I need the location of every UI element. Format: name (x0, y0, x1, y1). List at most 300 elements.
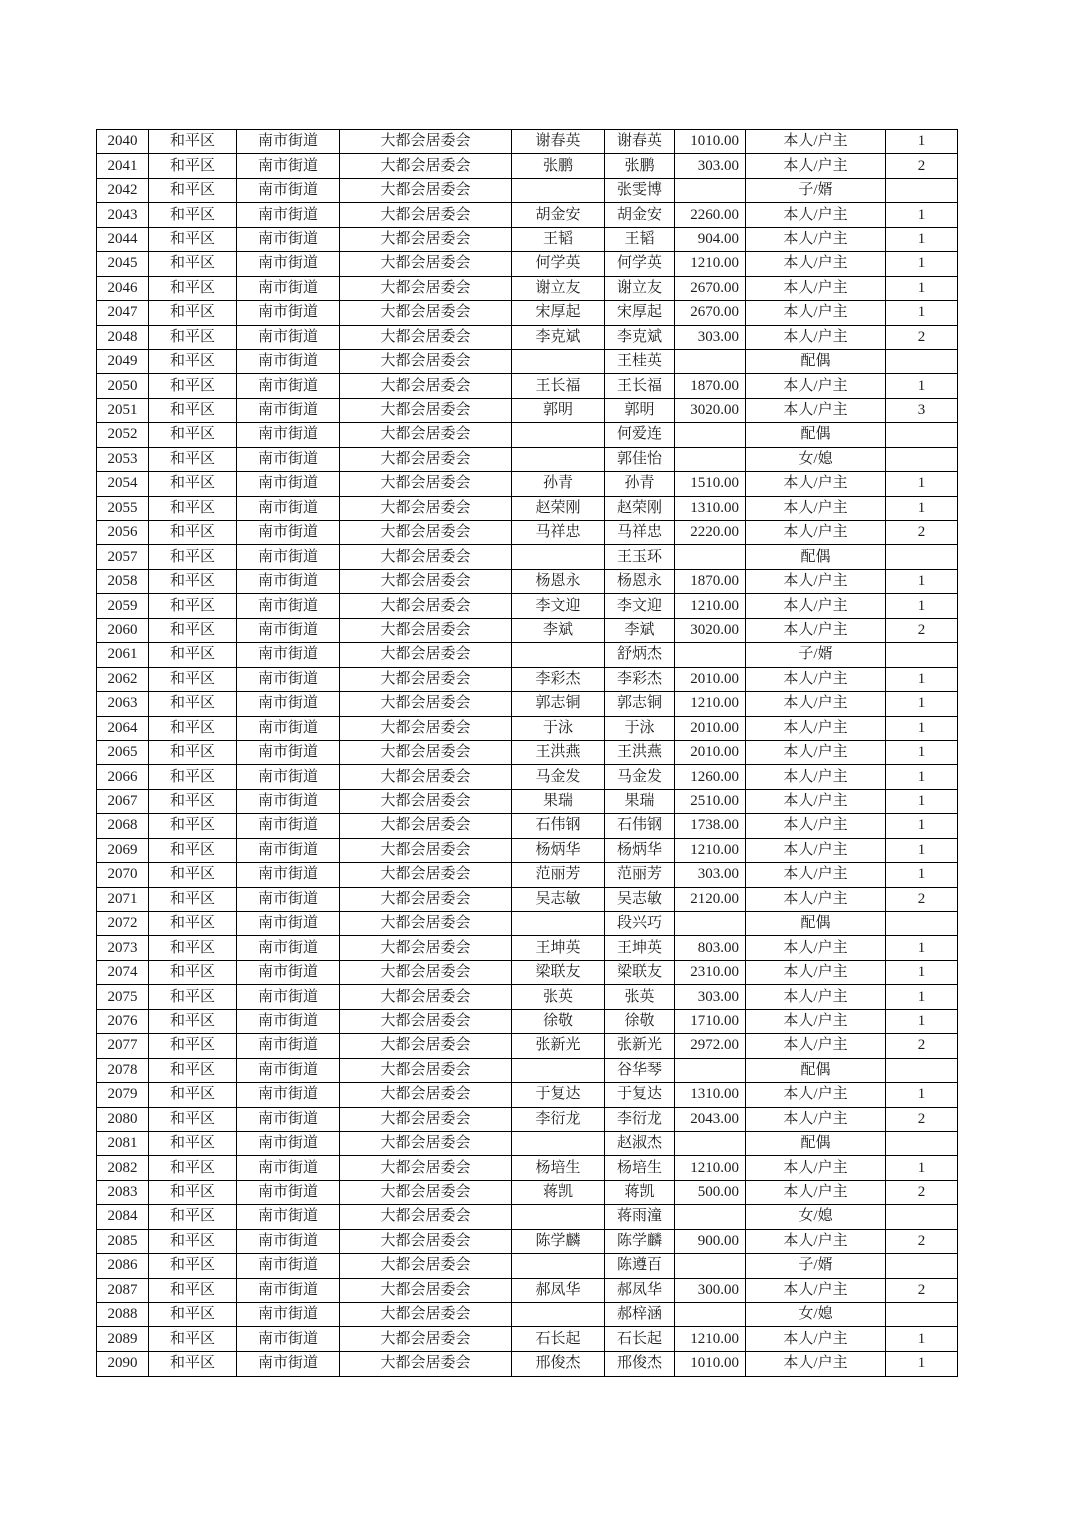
cell-relation: 女/媳 (746, 1303, 886, 1327)
cell-district: 和平区 (149, 569, 237, 593)
cell-street: 南市街道 (237, 765, 340, 789)
table-row (97, 545, 958, 569)
cell-street: 南市街道 (237, 569, 340, 593)
cell-applicant-name: 李克斌 (512, 325, 605, 349)
cell-member-name: 赵淑杰 (605, 1131, 675, 1155)
cell-household-count (886, 349, 958, 373)
cell-amount: 2972.00 (675, 1034, 746, 1058)
cell-committee: 大都会居委会 (340, 1278, 512, 1302)
cell-serial-number: 2074 (97, 960, 149, 984)
table-row (97, 227, 958, 251)
cell-member-name: 王洪燕 (605, 740, 675, 764)
cell-street: 南市街道 (237, 985, 340, 1009)
table-row (97, 814, 958, 838)
cell-household-count: 1 (886, 789, 958, 813)
cell-serial-number: 2064 (97, 716, 149, 740)
cell-street: 南市街道 (237, 716, 340, 740)
cell-member-name: 何学英 (605, 252, 675, 276)
cell-district: 和平区 (149, 472, 237, 496)
cell-member-name: 谢立友 (605, 276, 675, 300)
cell-relation: 本人/户主 (746, 789, 886, 813)
cell-serial-number: 2045 (97, 252, 149, 276)
cell-street: 南市街道 (237, 667, 340, 691)
cell-amount (675, 447, 746, 471)
cell-district: 和平区 (149, 130, 237, 154)
table-row (97, 1254, 958, 1278)
cell-committee: 大都会居委会 (340, 912, 512, 936)
cell-amount: 2010.00 (675, 667, 746, 691)
cell-applicant-name (512, 423, 605, 447)
cell-applicant-name: 果瑞 (512, 789, 605, 813)
cell-amount: 1210.00 (675, 594, 746, 618)
cell-household-count (886, 912, 958, 936)
cell-serial-number: 2068 (97, 814, 149, 838)
cell-street: 南市街道 (237, 618, 340, 642)
cell-committee: 大都会居委会 (340, 349, 512, 373)
cell-district: 和平区 (149, 887, 237, 911)
cell-amount (675, 1131, 746, 1155)
cell-district: 和平区 (149, 716, 237, 740)
cell-amount: 303.00 (675, 154, 746, 178)
cell-district: 和平区 (149, 227, 237, 251)
cell-household-count (886, 643, 958, 667)
cell-applicant-name: 张英 (512, 985, 605, 1009)
cell-serial-number: 2060 (97, 618, 149, 642)
cell-committee: 大都会居委会 (340, 814, 512, 838)
cell-household-count: 2 (886, 887, 958, 911)
cell-relation: 子/婿 (746, 643, 886, 667)
cell-district: 和平区 (149, 1303, 237, 1327)
cell-street: 南市街道 (237, 887, 340, 911)
table-row (97, 985, 958, 1009)
cell-applicant-name: 张鹏 (512, 154, 605, 178)
table-row (97, 1083, 958, 1107)
cell-street: 南市街道 (237, 447, 340, 471)
cell-household-count: 3 (886, 398, 958, 422)
cell-committee: 大都会居委会 (340, 1180, 512, 1204)
cell-applicant-name: 谢春英 (512, 130, 605, 154)
cell-applicant-name (512, 349, 605, 373)
cell-household-count: 1 (886, 1009, 958, 1033)
cell-street: 南市街道 (237, 936, 340, 960)
table-row (97, 1205, 958, 1229)
cell-household-count: 2 (886, 325, 958, 349)
cell-amount: 2010.00 (675, 740, 746, 764)
cell-amount (675, 349, 746, 373)
cell-amount: 1260.00 (675, 765, 746, 789)
cell-member-name: 郝梓涵 (605, 1303, 675, 1327)
cell-district: 和平区 (149, 1180, 237, 1204)
cell-committee: 大都会居委会 (340, 130, 512, 154)
cell-member-name: 果瑞 (605, 789, 675, 813)
cell-district: 和平区 (149, 692, 237, 716)
cell-relation: 配偶 (746, 545, 886, 569)
cell-amount (675, 1254, 746, 1278)
cell-household-count: 1 (886, 692, 958, 716)
cell-serial-number: 2063 (97, 692, 149, 716)
cell-relation: 女/媳 (746, 1205, 886, 1229)
cell-district: 和平区 (149, 398, 237, 422)
cell-district: 和平区 (149, 765, 237, 789)
cell-serial-number: 2070 (97, 863, 149, 887)
cell-relation: 本人/户主 (746, 276, 886, 300)
cell-member-name: 谷华琴 (605, 1058, 675, 1082)
cell-applicant-name: 赵荣刚 (512, 496, 605, 520)
cell-household-count: 1 (886, 863, 958, 887)
cell-member-name: 王玉环 (605, 545, 675, 569)
cell-district: 和平区 (149, 740, 237, 764)
cell-district: 和平区 (149, 178, 237, 202)
cell-applicant-name: 石伟钢 (512, 814, 605, 838)
cell-street: 南市街道 (237, 1205, 340, 1229)
cell-amount: 1870.00 (675, 374, 746, 398)
cell-district: 和平区 (149, 447, 237, 471)
table-row (97, 692, 958, 716)
cell-household-count: 1 (886, 276, 958, 300)
cell-district: 和平区 (149, 154, 237, 178)
cell-street: 南市街道 (237, 1083, 340, 1107)
table-row (97, 276, 958, 300)
cell-member-name: 郭志铜 (605, 692, 675, 716)
cell-committee: 大都会居委会 (340, 594, 512, 618)
cell-committee: 大都会居委会 (340, 398, 512, 422)
cell-serial-number: 2084 (97, 1205, 149, 1229)
cell-member-name: 王桂英 (605, 349, 675, 373)
cell-relation: 本人/户主 (746, 301, 886, 325)
cell-district: 和平区 (149, 594, 237, 618)
cell-amount: 1710.00 (675, 1009, 746, 1033)
cell-district: 和平区 (149, 1058, 237, 1082)
cell-relation: 本人/户主 (746, 252, 886, 276)
cell-committee: 大都会居委会 (340, 203, 512, 227)
cell-street: 南市街道 (237, 521, 340, 545)
cell-member-name: 李克斌 (605, 325, 675, 349)
cell-district: 和平区 (149, 423, 237, 447)
cell-member-name: 马祥忠 (605, 521, 675, 545)
cell-member-name: 孙青 (605, 472, 675, 496)
cell-relation: 本人/户主 (746, 130, 886, 154)
cell-serial-number: 2082 (97, 1156, 149, 1180)
cell-amount: 904.00 (675, 227, 746, 251)
cell-street: 南市街道 (237, 130, 340, 154)
table-row (97, 1351, 958, 1376)
cell-committee: 大都会居委会 (340, 1156, 512, 1180)
cell-committee: 大都会居委会 (340, 276, 512, 300)
table-row (97, 716, 958, 740)
cell-relation: 本人/户主 (746, 496, 886, 520)
cell-street: 南市街道 (237, 227, 340, 251)
cell-member-name: 何爱连 (605, 423, 675, 447)
cell-district: 和平区 (149, 521, 237, 545)
cell-serial-number: 2087 (97, 1278, 149, 1302)
cell-relation: 本人/户主 (746, 374, 886, 398)
cell-relation: 配偶 (746, 1058, 886, 1082)
cell-street: 南市街道 (237, 863, 340, 887)
cell-amount: 1010.00 (675, 1351, 746, 1376)
cell-relation: 本人/户主 (746, 1327, 886, 1351)
cell-serial-number: 2078 (97, 1058, 149, 1082)
cell-committee: 大都会居委会 (340, 496, 512, 520)
cell-household-count: 1 (886, 252, 958, 276)
cell-serial-number: 2067 (97, 789, 149, 813)
table-row (97, 178, 958, 202)
cell-member-name: 陈遵百 (605, 1254, 675, 1278)
table-row (97, 936, 958, 960)
cell-member-name: 郭佳怡 (605, 447, 675, 471)
table-row (97, 887, 958, 911)
cell-household-count: 1 (886, 985, 958, 1009)
cell-applicant-name: 何学英 (512, 252, 605, 276)
cell-applicant-name: 李文迎 (512, 594, 605, 618)
cell-street: 南市街道 (237, 912, 340, 936)
table-row (97, 301, 958, 325)
cell-serial-number: 2059 (97, 594, 149, 618)
table-body (97, 130, 958, 1377)
cell-amount: 2043.00 (675, 1107, 746, 1131)
cell-district: 和平区 (149, 789, 237, 813)
cell-street: 南市街道 (237, 349, 340, 373)
cell-member-name: 石伟钢 (605, 814, 675, 838)
cell-serial-number: 2046 (97, 276, 149, 300)
cell-relation: 本人/户主 (746, 618, 886, 642)
table-row (97, 912, 958, 936)
table-row (97, 1034, 958, 1058)
cell-district: 和平区 (149, 1083, 237, 1107)
cell-committee: 大都会居委会 (340, 252, 512, 276)
cell-street: 南市街道 (237, 594, 340, 618)
cell-applicant-name: 梁联友 (512, 960, 605, 984)
cell-committee: 大都会居委会 (340, 618, 512, 642)
cell-relation: 本人/户主 (746, 716, 886, 740)
cell-household-count: 1 (886, 569, 958, 593)
table-row (97, 521, 958, 545)
cell-relation: 本人/户主 (746, 1009, 886, 1033)
table-row (97, 349, 958, 373)
cell-amount: 2670.00 (675, 301, 746, 325)
cell-street: 南市街道 (237, 472, 340, 496)
table-row (97, 1229, 958, 1253)
cell-street: 南市街道 (237, 1229, 340, 1253)
cell-relation: 本人/户主 (746, 692, 886, 716)
table-row (97, 960, 958, 984)
cell-street: 南市街道 (237, 301, 340, 325)
cell-amount: 1210.00 (675, 692, 746, 716)
cell-applicant-name: 邢俊杰 (512, 1351, 605, 1376)
cell-district: 和平区 (149, 814, 237, 838)
cell-relation: 配偶 (746, 912, 886, 936)
cell-applicant-name: 王韬 (512, 227, 605, 251)
cell-member-name: 宋厚起 (605, 301, 675, 325)
cell-household-count: 2 (886, 618, 958, 642)
cell-committee: 大都会居委会 (340, 960, 512, 984)
cell-district: 和平区 (149, 349, 237, 373)
cell-street: 南市街道 (237, 789, 340, 813)
cell-street: 南市街道 (237, 1107, 340, 1131)
cell-street: 南市街道 (237, 960, 340, 984)
table-row (97, 130, 958, 154)
cell-district: 和平区 (149, 496, 237, 520)
cell-committee: 大都会居委会 (340, 1058, 512, 1082)
cell-district: 和平区 (149, 667, 237, 691)
cell-committee: 大都会居委会 (340, 472, 512, 496)
cell-relation: 本人/户主 (746, 887, 886, 911)
cell-committee: 大都会居委会 (340, 1083, 512, 1107)
cell-serial-number: 2079 (97, 1083, 149, 1107)
cell-applicant-name (512, 545, 605, 569)
cell-street: 南市街道 (237, 1034, 340, 1058)
cell-relation: 本人/户主 (746, 1034, 886, 1058)
cell-applicant-name: 王洪燕 (512, 740, 605, 764)
cell-serial-number: 2048 (97, 325, 149, 349)
cell-household-count: 1 (886, 1083, 958, 1107)
cell-committee: 大都会居委会 (340, 692, 512, 716)
cell-serial-number: 2069 (97, 838, 149, 862)
table-row (97, 1107, 958, 1131)
cell-applicant-name: 徐敬 (512, 1009, 605, 1033)
cell-serial-number: 2075 (97, 985, 149, 1009)
cell-member-name: 杨炳华 (605, 838, 675, 862)
cell-household-count: 2 (886, 1180, 958, 1204)
cell-serial-number: 2050 (97, 374, 149, 398)
table-row (97, 472, 958, 496)
cell-relation: 本人/户主 (746, 154, 886, 178)
cell-district: 和平区 (149, 252, 237, 276)
cell-street: 南市街道 (237, 1131, 340, 1155)
cell-committee: 大都会居委会 (340, 178, 512, 202)
cell-serial-number: 2047 (97, 301, 149, 325)
cell-street: 南市街道 (237, 1009, 340, 1033)
cell-household-count (886, 1131, 958, 1155)
cell-household-count: 1 (886, 301, 958, 325)
cell-applicant-name: 李彩杰 (512, 667, 605, 691)
cell-applicant-name (512, 447, 605, 471)
cell-applicant-name (512, 643, 605, 667)
cell-member-name: 段兴巧 (605, 912, 675, 936)
table-row (97, 423, 958, 447)
cell-applicant-name: 王长福 (512, 374, 605, 398)
cell-household-count: 1 (886, 1351, 958, 1376)
cell-member-name: 赵荣刚 (605, 496, 675, 520)
cell-serial-number: 2071 (97, 887, 149, 911)
cell-serial-number: 2042 (97, 178, 149, 202)
cell-household-count: 1 (886, 838, 958, 862)
cell-member-name: 李衍龙 (605, 1107, 675, 1131)
cell-serial-number: 2090 (97, 1351, 149, 1376)
cell-relation: 本人/户主 (746, 521, 886, 545)
cell-member-name: 梁联友 (605, 960, 675, 984)
cell-street: 南市街道 (237, 154, 340, 178)
cell-applicant-name (512, 1131, 605, 1155)
cell-household-count: 1 (886, 936, 958, 960)
cell-serial-number: 2085 (97, 1229, 149, 1253)
cell-applicant-name: 胡金安 (512, 203, 605, 227)
table-row (97, 496, 958, 520)
cell-committee: 大都会居委会 (340, 789, 512, 813)
cell-district: 和平区 (149, 545, 237, 569)
cell-applicant-name: 李衍龙 (512, 1107, 605, 1131)
cell-amount: 2260.00 (675, 203, 746, 227)
table-row (97, 374, 958, 398)
cell-member-name: 李斌 (605, 618, 675, 642)
cell-street: 南市街道 (237, 1303, 340, 1327)
cell-member-name: 陈学麟 (605, 1229, 675, 1253)
cell-relation: 本人/户主 (746, 203, 886, 227)
cell-relation: 配偶 (746, 349, 886, 373)
cell-committee: 大都会居委会 (340, 1303, 512, 1327)
cell-applicant-name: 马祥忠 (512, 521, 605, 545)
cell-applicant-name: 吴志敏 (512, 887, 605, 911)
cell-amount: 500.00 (675, 1180, 746, 1204)
cell-district: 和平区 (149, 1327, 237, 1351)
cell-serial-number: 2065 (97, 740, 149, 764)
cell-applicant-name: 杨恩永 (512, 569, 605, 593)
cell-household-count: 2 (886, 154, 958, 178)
cell-amount: 303.00 (675, 325, 746, 349)
cell-district: 和平区 (149, 863, 237, 887)
cell-committee: 大都会居委会 (340, 447, 512, 471)
cell-amount (675, 643, 746, 667)
table-row (97, 447, 958, 471)
cell-district: 和平区 (149, 1009, 237, 1033)
cell-applicant-name: 范丽芳 (512, 863, 605, 887)
cell-applicant-name (512, 912, 605, 936)
table-row (97, 1180, 958, 1204)
cell-amount (675, 178, 746, 202)
cell-serial-number: 2081 (97, 1131, 149, 1155)
cell-member-name: 王坤英 (605, 936, 675, 960)
cell-street: 南市街道 (237, 374, 340, 398)
cell-committee: 大都会居委会 (340, 716, 512, 740)
cell-street: 南市街道 (237, 1180, 340, 1204)
cell-committee: 大都会居委会 (340, 423, 512, 447)
cell-district: 和平区 (149, 643, 237, 667)
cell-amount: 1738.00 (675, 814, 746, 838)
cell-applicant-name: 陈学麟 (512, 1229, 605, 1253)
cell-applicant-name (512, 1205, 605, 1229)
cell-district: 和平区 (149, 301, 237, 325)
cell-relation: 本人/户主 (746, 667, 886, 691)
cell-committee: 大都会居委会 (340, 667, 512, 691)
cell-household-count: 1 (886, 667, 958, 691)
cell-district: 和平区 (149, 618, 237, 642)
cell-serial-number: 2072 (97, 912, 149, 936)
cell-household-count: 1 (886, 130, 958, 154)
cell-member-name: 李彩杰 (605, 667, 675, 691)
cell-amount: 803.00 (675, 936, 746, 960)
cell-relation: 本人/户主 (746, 472, 886, 496)
cell-committee: 大都会居委会 (340, 1229, 512, 1253)
cell-household-count (886, 545, 958, 569)
table-row (97, 667, 958, 691)
cell-street: 南市街道 (237, 814, 340, 838)
cell-relation: 本人/户主 (746, 1107, 886, 1131)
cell-serial-number: 2049 (97, 349, 149, 373)
cell-household-count: 1 (886, 1327, 958, 1351)
cell-relation: 本人/户主 (746, 1083, 886, 1107)
table-row (97, 863, 958, 887)
cell-relation: 本人/户主 (746, 863, 886, 887)
cell-member-name: 吴志敏 (605, 887, 675, 911)
cell-household-count: 1 (886, 227, 958, 251)
cell-member-name: 邢俊杰 (605, 1351, 675, 1376)
cell-applicant-name: 郝凤华 (512, 1278, 605, 1302)
cell-amount: 1210.00 (675, 1156, 746, 1180)
cell-street: 南市街道 (237, 1351, 340, 1376)
cell-serial-number: 2061 (97, 643, 149, 667)
cell-amount: 1510.00 (675, 472, 746, 496)
cell-member-name: 郝凤华 (605, 1278, 675, 1302)
cell-amount: 2010.00 (675, 716, 746, 740)
